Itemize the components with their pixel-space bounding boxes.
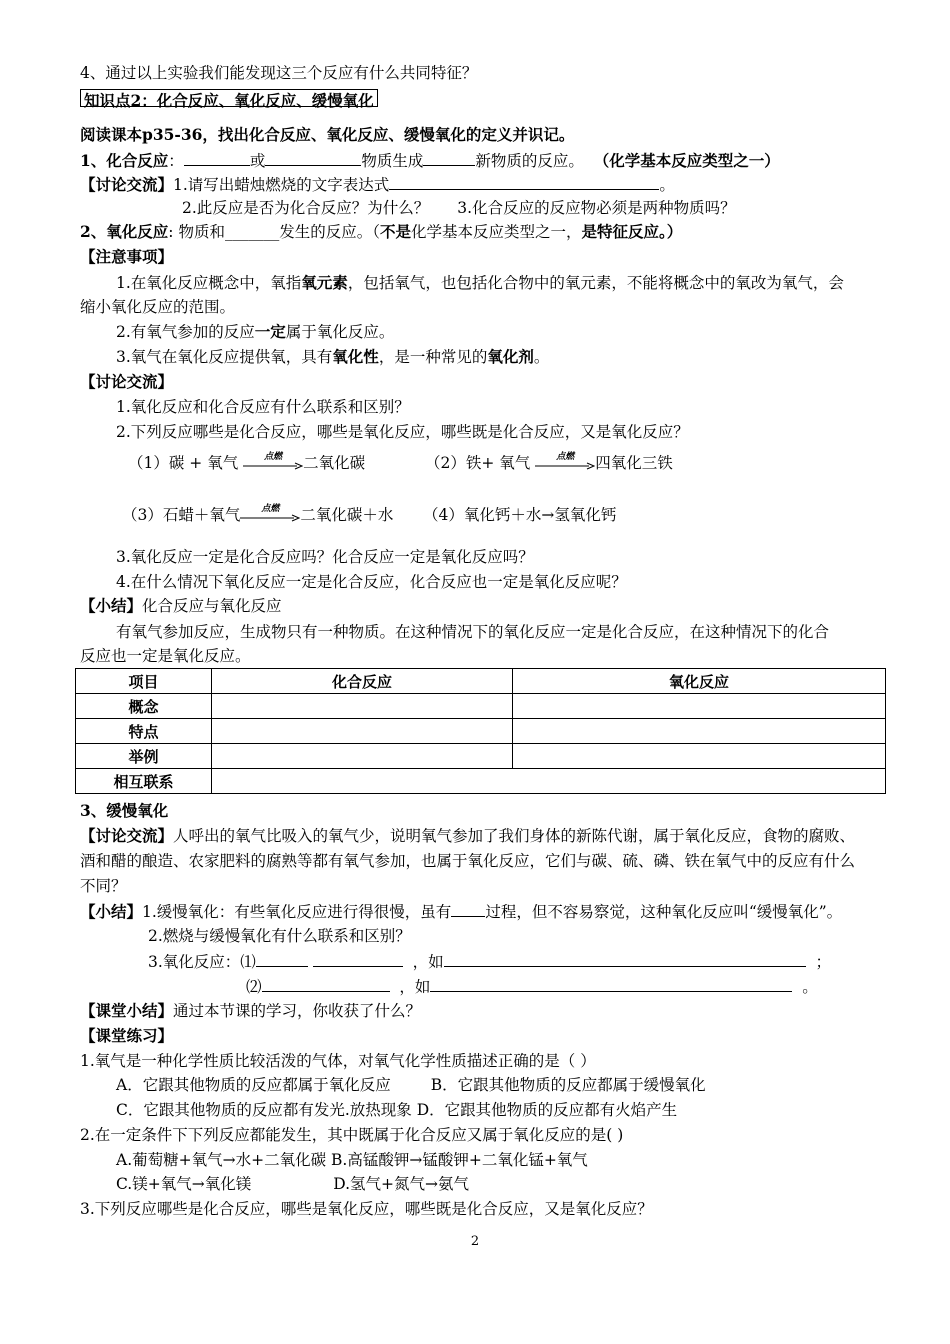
process-blank[interactable] — [451, 900, 485, 917]
blank-example-2[interactable] — [430, 975, 792, 992]
note-3: 3.氧气在氧化反应提供氧，具有氧化性，是一种常见的氧化剂。 — [116, 347, 550, 366]
table-cell[interactable] — [212, 694, 513, 719]
table-header: 项目 — [76, 669, 212, 694]
discussion-tag: 【讨论交流】 — [80, 175, 174, 194]
combination-note: （化学基本反应类型之一） — [593, 151, 780, 170]
discussion-1-line-1: 【讨论交流】1.请写出蜡烛燃烧的文字表达式 。 — [80, 175, 675, 194]
discussion-2-q4: 4.在什么情况下氧化反应一定是化合反应，化合反应也一定是氧化反应呢？ — [116, 573, 627, 591]
table-row — [76, 769, 886, 794]
reaction-2: （2）铁+ 氧气 点燃 四氧化三铁 — [425, 452, 673, 472]
row-label: 概念 — [76, 694, 212, 719]
blank-type-1b[interactable] — [313, 950, 403, 967]
blank-3[interactable] — [423, 149, 475, 166]
knowledge-point-title — [80, 89, 378, 112]
table-header: 化合反应 — [212, 669, 513, 694]
practice-q2-ab: A.葡萄糖+氧气→水+二氧化碳 B.高锰酸钾→锰酸钾+二氧化锰+氧气 — [116, 1151, 588, 1169]
practice-q3: 3.下列反应哪些是化合反应，哪些是氧化反应，哪些既是化合反应，又是氧化反应？ — [80, 1200, 653, 1218]
kp2-title-text: 知识点2：化合反应、氧化反应、缓慢氧化 — [80, 89, 378, 107]
discussion-2-q1: 1.氧化反应和化合反应有什么联系和区别？ — [116, 398, 410, 416]
table-cell[interactable] — [513, 694, 886, 719]
table-cell[interactable] — [513, 719, 886, 744]
blank-2[interactable] — [265, 149, 361, 166]
slow-oxidation-label: 3、缓慢氧化 — [80, 801, 169, 820]
ignite-arrow: 点燃 — [243, 454, 303, 474]
practice-q1-cd: C．它跟其他物质的反应都有发光.放热现象 D．它跟其他物质的反应都有火焰产生 — [116, 1101, 678, 1119]
oxidation-blank[interactable]: _______ — [224, 223, 280, 241]
reading-instruction: 阅读课本p35-36，找出化合反应、氧化反应、缓慢氧化的定义并识记。 — [80, 125, 575, 144]
blank-1[interactable] — [184, 149, 250, 166]
page-number: 2 — [470, 1234, 480, 1249]
notes-tag: 【注意事项】 — [80, 247, 174, 266]
arrow-icon — [240, 514, 300, 522]
blank-type-1a[interactable] — [256, 950, 308, 967]
row-label: 特点 — [76, 719, 212, 744]
ignite-arrow: 点燃 — [535, 454, 595, 474]
table-cell[interactable] — [212, 769, 886, 794]
table-header-row — [76, 669, 886, 694]
summary-1: 【小结】化合反应与氧化反应 — [80, 596, 282, 615]
table-cell[interactable] — [212, 744, 513, 769]
discussion-1-line-2: 2.此反应是否为化合反应？为什么？ 3.化合反应的反应物必须是两种物质吗？ — [182, 199, 736, 217]
note-1-cont: 缩小氧化反应的范围。 — [80, 298, 236, 316]
reaction-4: （4）氧化钙＋水→氢氧化钙 — [423, 506, 617, 524]
row-label: 举例 — [76, 744, 212, 769]
row-label: 相互联系 — [76, 769, 212, 794]
discussion-2-tag: 【讨论交流】 — [80, 372, 174, 391]
arrow-icon — [535, 462, 595, 470]
combination-definition: 1、化合反应： 或 物质生成 新物质的反应。 （化学基本反应类型之一） — [80, 151, 780, 170]
note-1: 1.在氧化反应概念中，氧指氧元素，包括氧气，也包括化合物中的氧元素，不能将概念中的氧改为氧气，会 — [116, 273, 844, 292]
arrow-icon — [243, 462, 303, 470]
table-row — [76, 694, 886, 719]
table-row — [76, 719, 886, 744]
table-row — [76, 744, 886, 769]
summary-1-p1: 有氧气参加反应，生成物只有一种物质。在这种情况下的氧化反应一定是化合反应，在这种情况下的化合 — [116, 623, 830, 641]
practice-q2: 2.在一定条件下下列反应都能发生，其中既属于化合反应又属于氧化反应的是( ) — [80, 1126, 624, 1144]
combination-label: 1、化合反应 — [80, 151, 169, 170]
table-cell[interactable] — [212, 719, 513, 744]
summary-2-line-1: 【小结】1.缓慢氧化：有些氧化反应进行得很慢，虽有 过程，但不容易察觉，这种氧化反应叫“缓慢氧化”。 — [80, 902, 843, 921]
comparison-table — [75, 668, 886, 794]
practice-q2-cd: C.镁+氧气→氧化镁 D.氢气+氮气→氨气 — [116, 1175, 469, 1193]
summary-2-line-4: ⑵ ，如 。 — [246, 975, 818, 998]
discussion-2-q3: 3.氧化反应一定是化合反应吗？化合反应一定是氧化反应吗？ — [116, 548, 534, 566]
practice-q1: 1.氧气是一种化学性质比较活泼的气体，对氧气化学性质描述正确的是（ ） — [80, 1052, 596, 1070]
summary-2-line-3: 3.氧化反应：⑴ ，如 ； — [148, 950, 831, 973]
table-header: 氧化反应 — [513, 669, 886, 694]
candle-equation-blank[interactable] — [389, 173, 659, 190]
reaction-1: （1）碳 + 氧气 点燃 二氧化碳 — [128, 452, 366, 472]
oxidation-definition: 2、氧化反应: 物质和_______发生的反应。（不是化学基本反应类型之一，是特征反应。） — [80, 222, 683, 241]
slow-discussion-p2: 酒和醋的酿造、农家肥料的腐熟等都有氧气参加，也属于氧化反应，它们与碳、硫、磷、铁在氧气中的反应有什么 — [80, 852, 856, 870]
slow-discussion-p1: 【讨论交流】人呼出的氧气比吸入的氧气少，说明氧气参加了我们身体的新陈代谢，属于氧化反应，食物的腐败、 — [80, 826, 856, 845]
blank-type-2[interactable] — [262, 975, 390, 992]
question-4: 4、通过以上实验我们能发现这三个反应有什么共同特征？ — [80, 64, 478, 82]
practice-q1-ab: A．它跟其他物质的反应都属于氧化反应 B．它跟其他物质的反应都属于缓慢氧化 — [116, 1076, 706, 1094]
discussion-2-q2: 2.下列反应哪些是化合反应，哪些是氧化反应，哪些既是化合反应，又是氧化反应？ — [116, 423, 689, 441]
blank-example-1[interactable] — [444, 950, 806, 967]
reaction-3: （3）石蜡＋氧气 点燃 二氧化碳＋水 — [122, 504, 394, 524]
class-summary: 【课堂小结】通过本节课的学习，你收获了什么？ — [80, 1001, 422, 1020]
oxidation-label: 2、氧化反应 — [80, 222, 169, 241]
slow-discussion-p3: 不同？ — [80, 877, 127, 895]
table-cell[interactable] — [513, 744, 886, 769]
note-2: 2.有氧气参加的反应一定属于氧化反应。 — [116, 322, 395, 341]
summary-2-line-2: 2.燃烧与缓慢氧化有什么联系和区别？ — [148, 927, 411, 945]
practice-tag: 【课堂练习】 — [80, 1026, 174, 1045]
summary-1-p2: 反应也一定是氧化反应。 — [80, 647, 251, 665]
ignite-arrow: 点燃 — [240, 506, 300, 526]
